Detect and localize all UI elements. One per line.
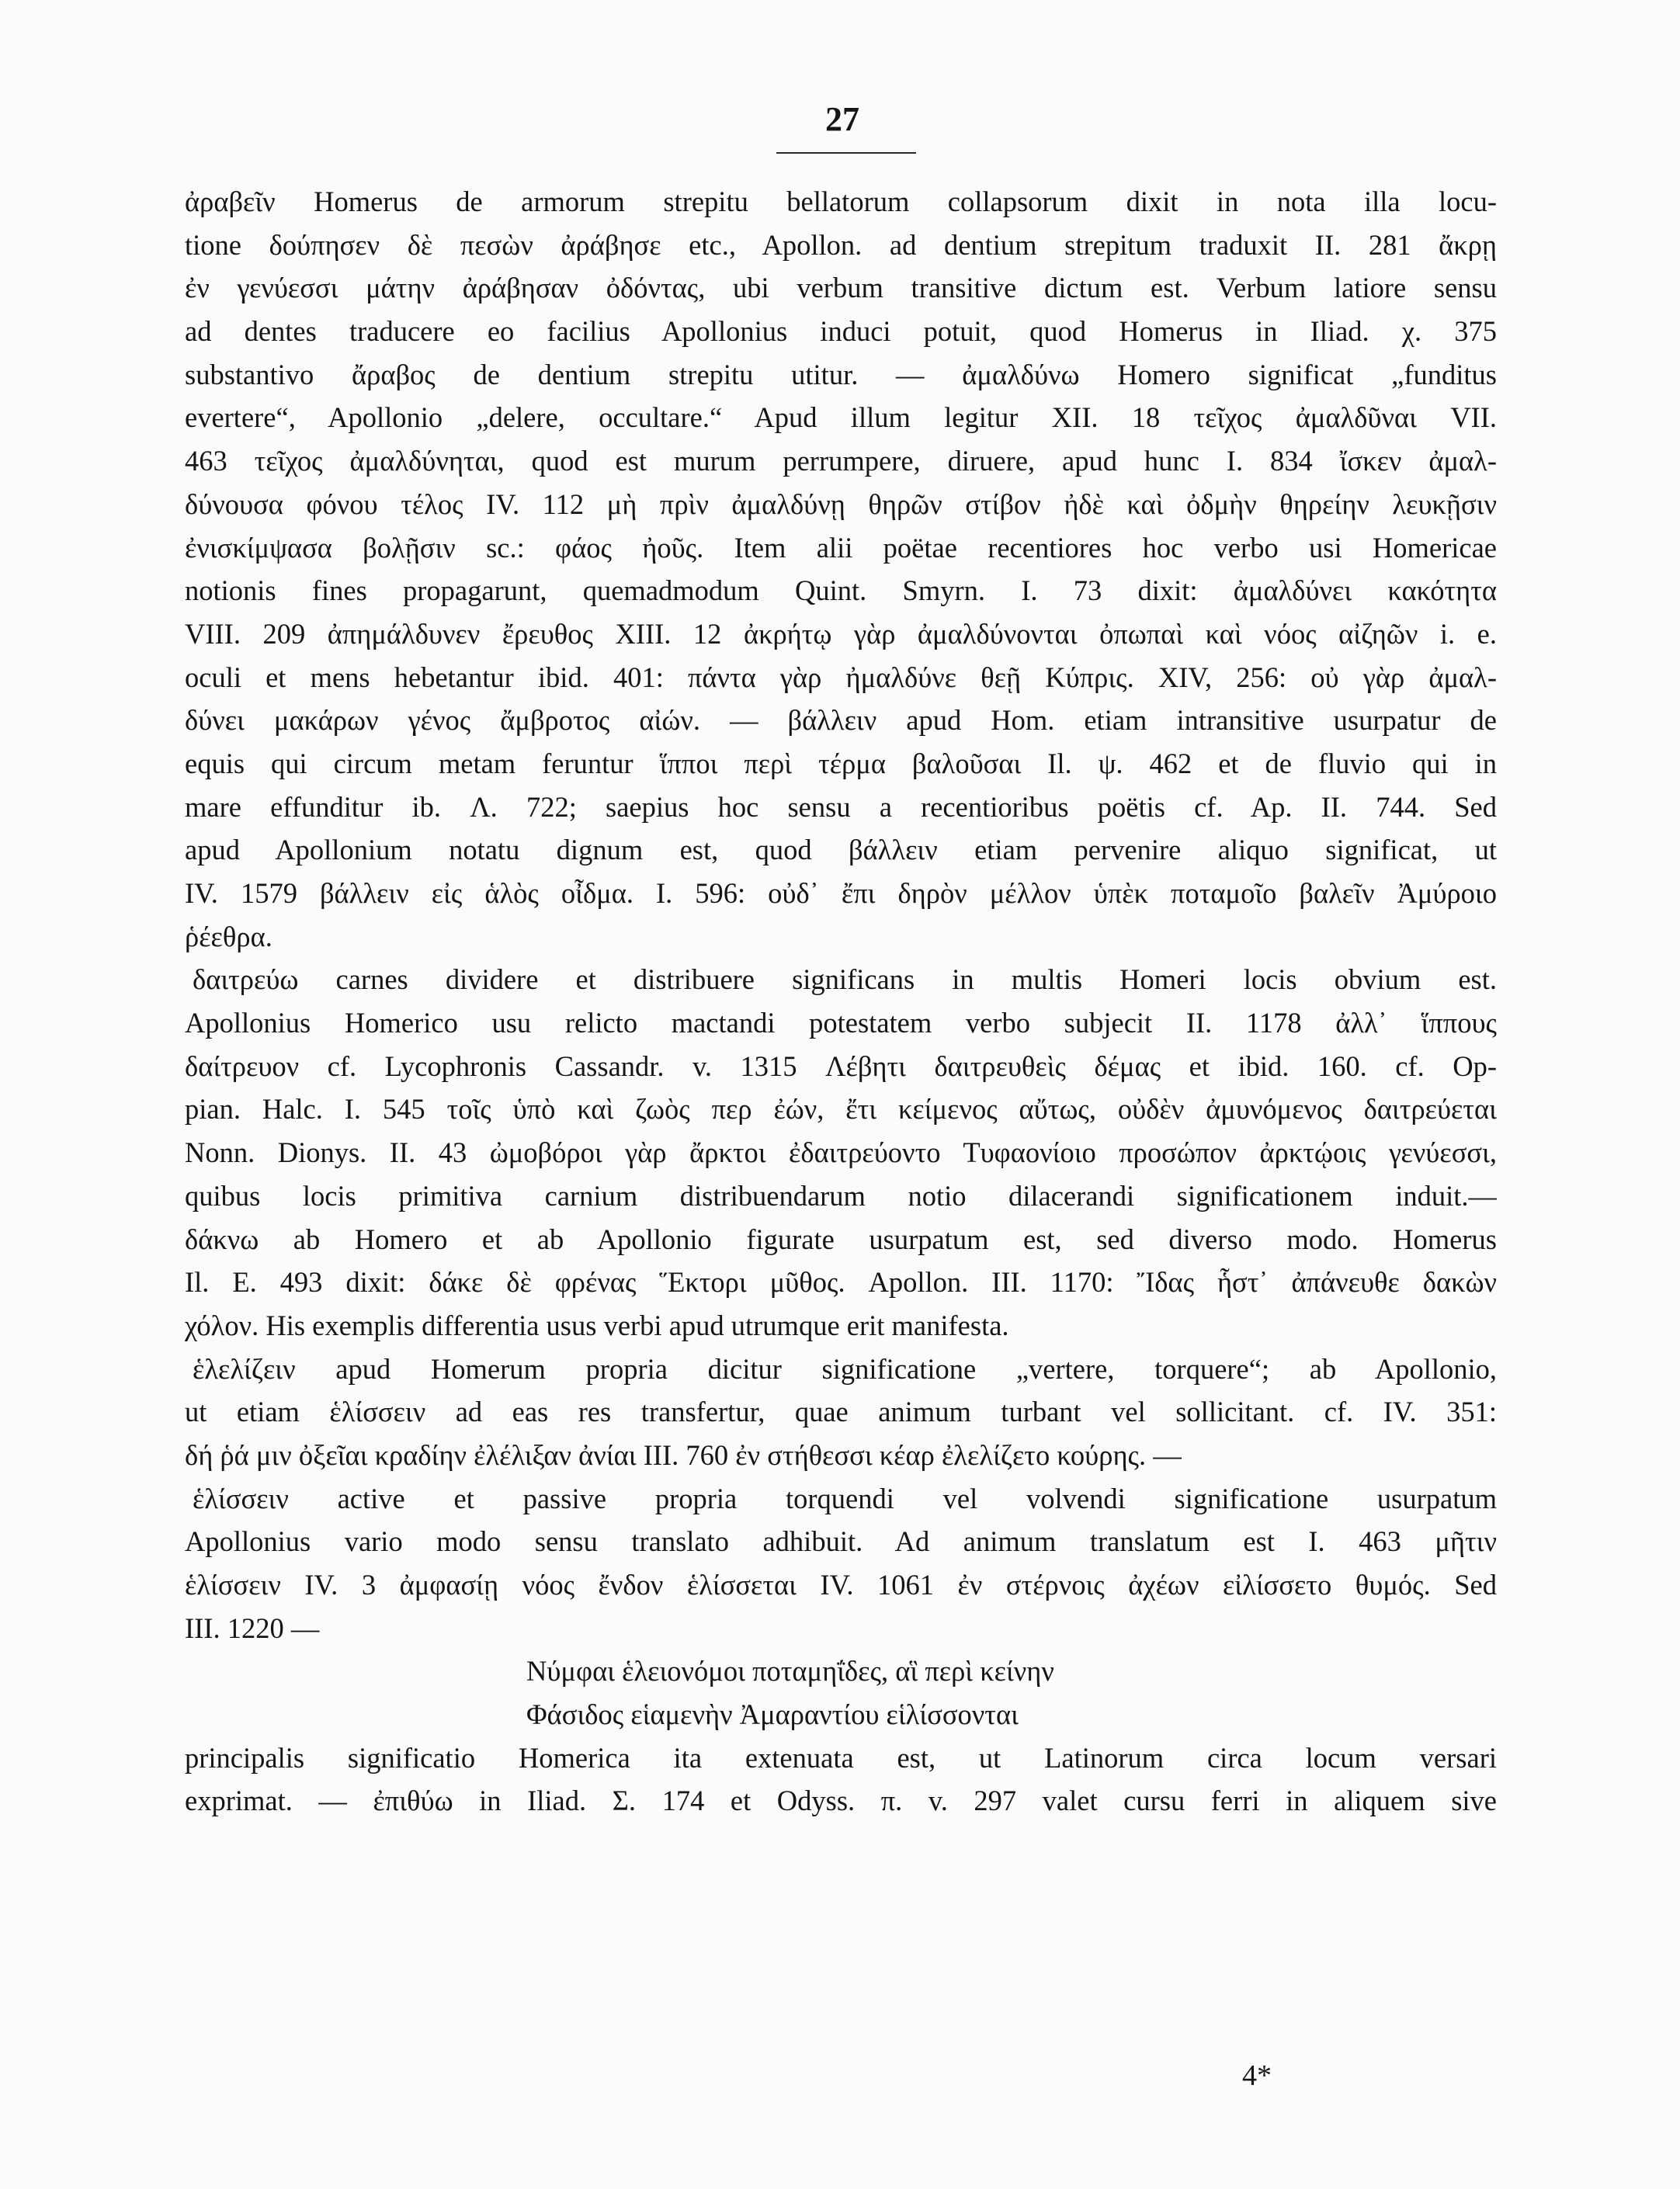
text-line: ῥέεθρα. [185, 920, 272, 952]
text-line: ἐν γενύεσσι μάτην ἀράβησαν ὀδόντας, ubi verbum transitive dictum est. Verbum latiore sensu [185, 272, 1497, 304]
text-line: δύνει μακάρων γένος ἄμβροτος αἰών. — βάλλειν apud Hom. etiam intransitive usurpatur de [185, 704, 1497, 737]
text-line: ἀραβεῖν Homerus de armorum strepitu bellatorum collapsorum dixit in nota illa locu- [185, 186, 1497, 217]
text-line: quibus locis primitiva carnium distribuendarum notio dilacerandi significationem induit.— [185, 1179, 1497, 1212]
text-line: mare effunditur ib. Λ. 722; saepius hoc sensu a recentioribus poëtis cf. Ap. II. 744. Sed [185, 790, 1497, 823]
page-number: 27 [825, 100, 859, 138]
page-number-rule [776, 152, 916, 154]
text-line: ut etiam ἑλίσσειν ad eas res transfertur, quae animum turbant vel sollicitant. cf. IV. 351: [185, 1396, 1497, 1428]
text-line: oculi et mens hebetantur ibid. 401: πάντα γὰρ ἠμαλδύνε θεῇ Κύπρις. XIV, 256: οὐ γὰρ ἀμαλ- [185, 661, 1497, 693]
text-line: notionis fines propagarunt, quemadmodum Quint. Smyrn. I. 73 dixit: ἀμαλδύνει κακότητα [185, 574, 1497, 607]
text-line: principalis significatio Homerica ita extenuata est, ut Latinorum circa locum versari [185, 1741, 1497, 1774]
text-line: ad dentes traducere eo facilius Apollonius induci potuit, quod Homerus in Iliad. χ. 375 [185, 315, 1497, 348]
text-line: equis qui circum metam feruntur ἵπποι περὶ τέρμα βαλοῦσαι Il. ψ. 462 et de fluvio qui in [185, 747, 1497, 779]
verse-line: Φάσιδος εἱαμενὴν Ἀμαραντίου εἱλίσσονται [526, 1698, 1019, 1731]
text-line: ἐνισκίμψασα βολῇσιν sc.: φάος ἠοῦς. Item alii poëtae recentiores hoc verbo usi Homericae [185, 531, 1497, 564]
body-text [185, 180, 1497, 1823]
text-line: δαιτρεύω carnes dividere et distribuere significans in multis Homeri locis obvium est. [193, 963, 1497, 996]
text-line: Nonn. Dionys. II. 43 ὠμοβόροι γὰρ ἄρκτοι ἐδαιτρεύοντο Τυφαονίοιο προσώπον ἀρκτῴοις γενύεσσι, [185, 1136, 1497, 1169]
text-line: Apollonius vario modo sensu translato adhibuit. Ad animum translatum est I. 463 μῆτιν [185, 1525, 1497, 1558]
text-line: 463 τεῖχος ἀμαλδύνηται, quod est murum perrumpere, diruere, apud hunc I. 834 ἴσκεν ἀμαλ- [185, 445, 1497, 477]
text-line: δύνουσα φόνου τέλος IV. 112 μὴ πρὶν ἀμαλδύνῃ θηρῶν στίβον ἠδὲ καὶ ὀδμὴν θηρείην λευκῇσιν [185, 487, 1497, 520]
text-line: Il. E. 493 dixit: δάκε δὲ φρένας Ἕκτορι μῦθος. Apollon. III. 1170: Ἴδας ἧστ᾽ ἀπάνευθε δακὼν [185, 1266, 1497, 1299]
text-line: δάκνω ab Homero et ab Apollonio figurate usurpatum est, sed diverso modo. Homerus [185, 1223, 1497, 1255]
text-line: III. 1220 — [185, 1611, 320, 1644]
text-line: χόλον. His exemplis differentia usus verbi apud utrumque erit manifesta. [185, 1309, 1009, 1341]
verse-line: Νύμφαι ἑλειονόμοι ποταμηΐδες, αἳ περὶ κείνην [526, 1655, 1054, 1688]
text-line: exprimat. — ἐπιθύω in Iliad. Σ. 174 et Odyss. π. v. 297 valet cursu ferri in aliquem sive [185, 1785, 1497, 1817]
text-line: ἑλίσσειν IV. 3 ἀμφασίῃ νόος ἔνδον ἑλίσσεται IV. 1061 ἐν στέρνοις ἀχέων εἰλίσσετο θυμός. Sed [185, 1569, 1497, 1601]
text-line: δή ῥά μιν ὀξεῖαι κραδίην ἐλέλιξαν ἀνίαι III. 760 ἐν στήθεσσι κέαρ ἐλελίζετο κούρης. — [185, 1438, 1182, 1471]
text-line: ἑλελίζειν apud Homerum propria dicitur significatione „vertere, torquere“; ab Apollonio, [193, 1352, 1497, 1385]
text-line: apud Apollonium notatu dignum est, quod βάλλειν etiam pervenire aliquo significat, ut [185, 834, 1497, 866]
text-line: ἑλίσσειν active et passive propria torquendi vel volvendi significatione usurpatum [193, 1482, 1497, 1514]
text-line: δαίτρευον cf. Lycophronis Cassandr. v. 1315 Λέβητι δαιτρευθεὶς δέμας et ibid. 160. cf. Op- [185, 1049, 1497, 1082]
text-line: pian. Halc. I. 545 τοῖς ὑπὸ καὶ ζωὸς περ ἐών, ἔτι κείμενος αὔτως, οὐδὲν ἀμυνόμενος δαιτρεύεται [185, 1093, 1497, 1126]
text-line: VIII. 209 ἀπημάλδυνεν ἔρευθος XIII. 12 ἀκρήτῳ γὰρ ἀμαλδύνονται ὀπωπαὶ καὶ νόος αἰζηῶν i. e. [185, 617, 1497, 650]
signature-mark: 4* [1242, 2059, 1272, 2092]
text-line: IV. 1579 βάλλειν εἰς ἁλὸς οἶδμα. I. 596: οὐδ᾽ ἔπι δηρὸν μέλλον ὑπὲκ ποταμοῖο βαλεῖν Ἀμύροιο [185, 877, 1497, 909]
text-line: evertere“, Apollonio „delere, occultare.“ Apud illum legitur XII. 18 τεῖχος ἀμαλδῦναι VII. [185, 401, 1497, 434]
text-line: Apollonius Homerico usu relicto mactandi potestatem verbo subjecit II. 1178 ἀλλ᾽ ἵππους [185, 1007, 1497, 1039]
text-line: substantivo ἄραβος de dentium strepitu utitur. — ἀμαλδύνω Homero significat „funditus [185, 358, 1497, 390]
text-line: tione δούπησεν δὲ πεσὼν ἀράβησε etc., Apollon. ad dentium strepitum traduxit II. 281 ἄκρῃ [185, 228, 1497, 261]
